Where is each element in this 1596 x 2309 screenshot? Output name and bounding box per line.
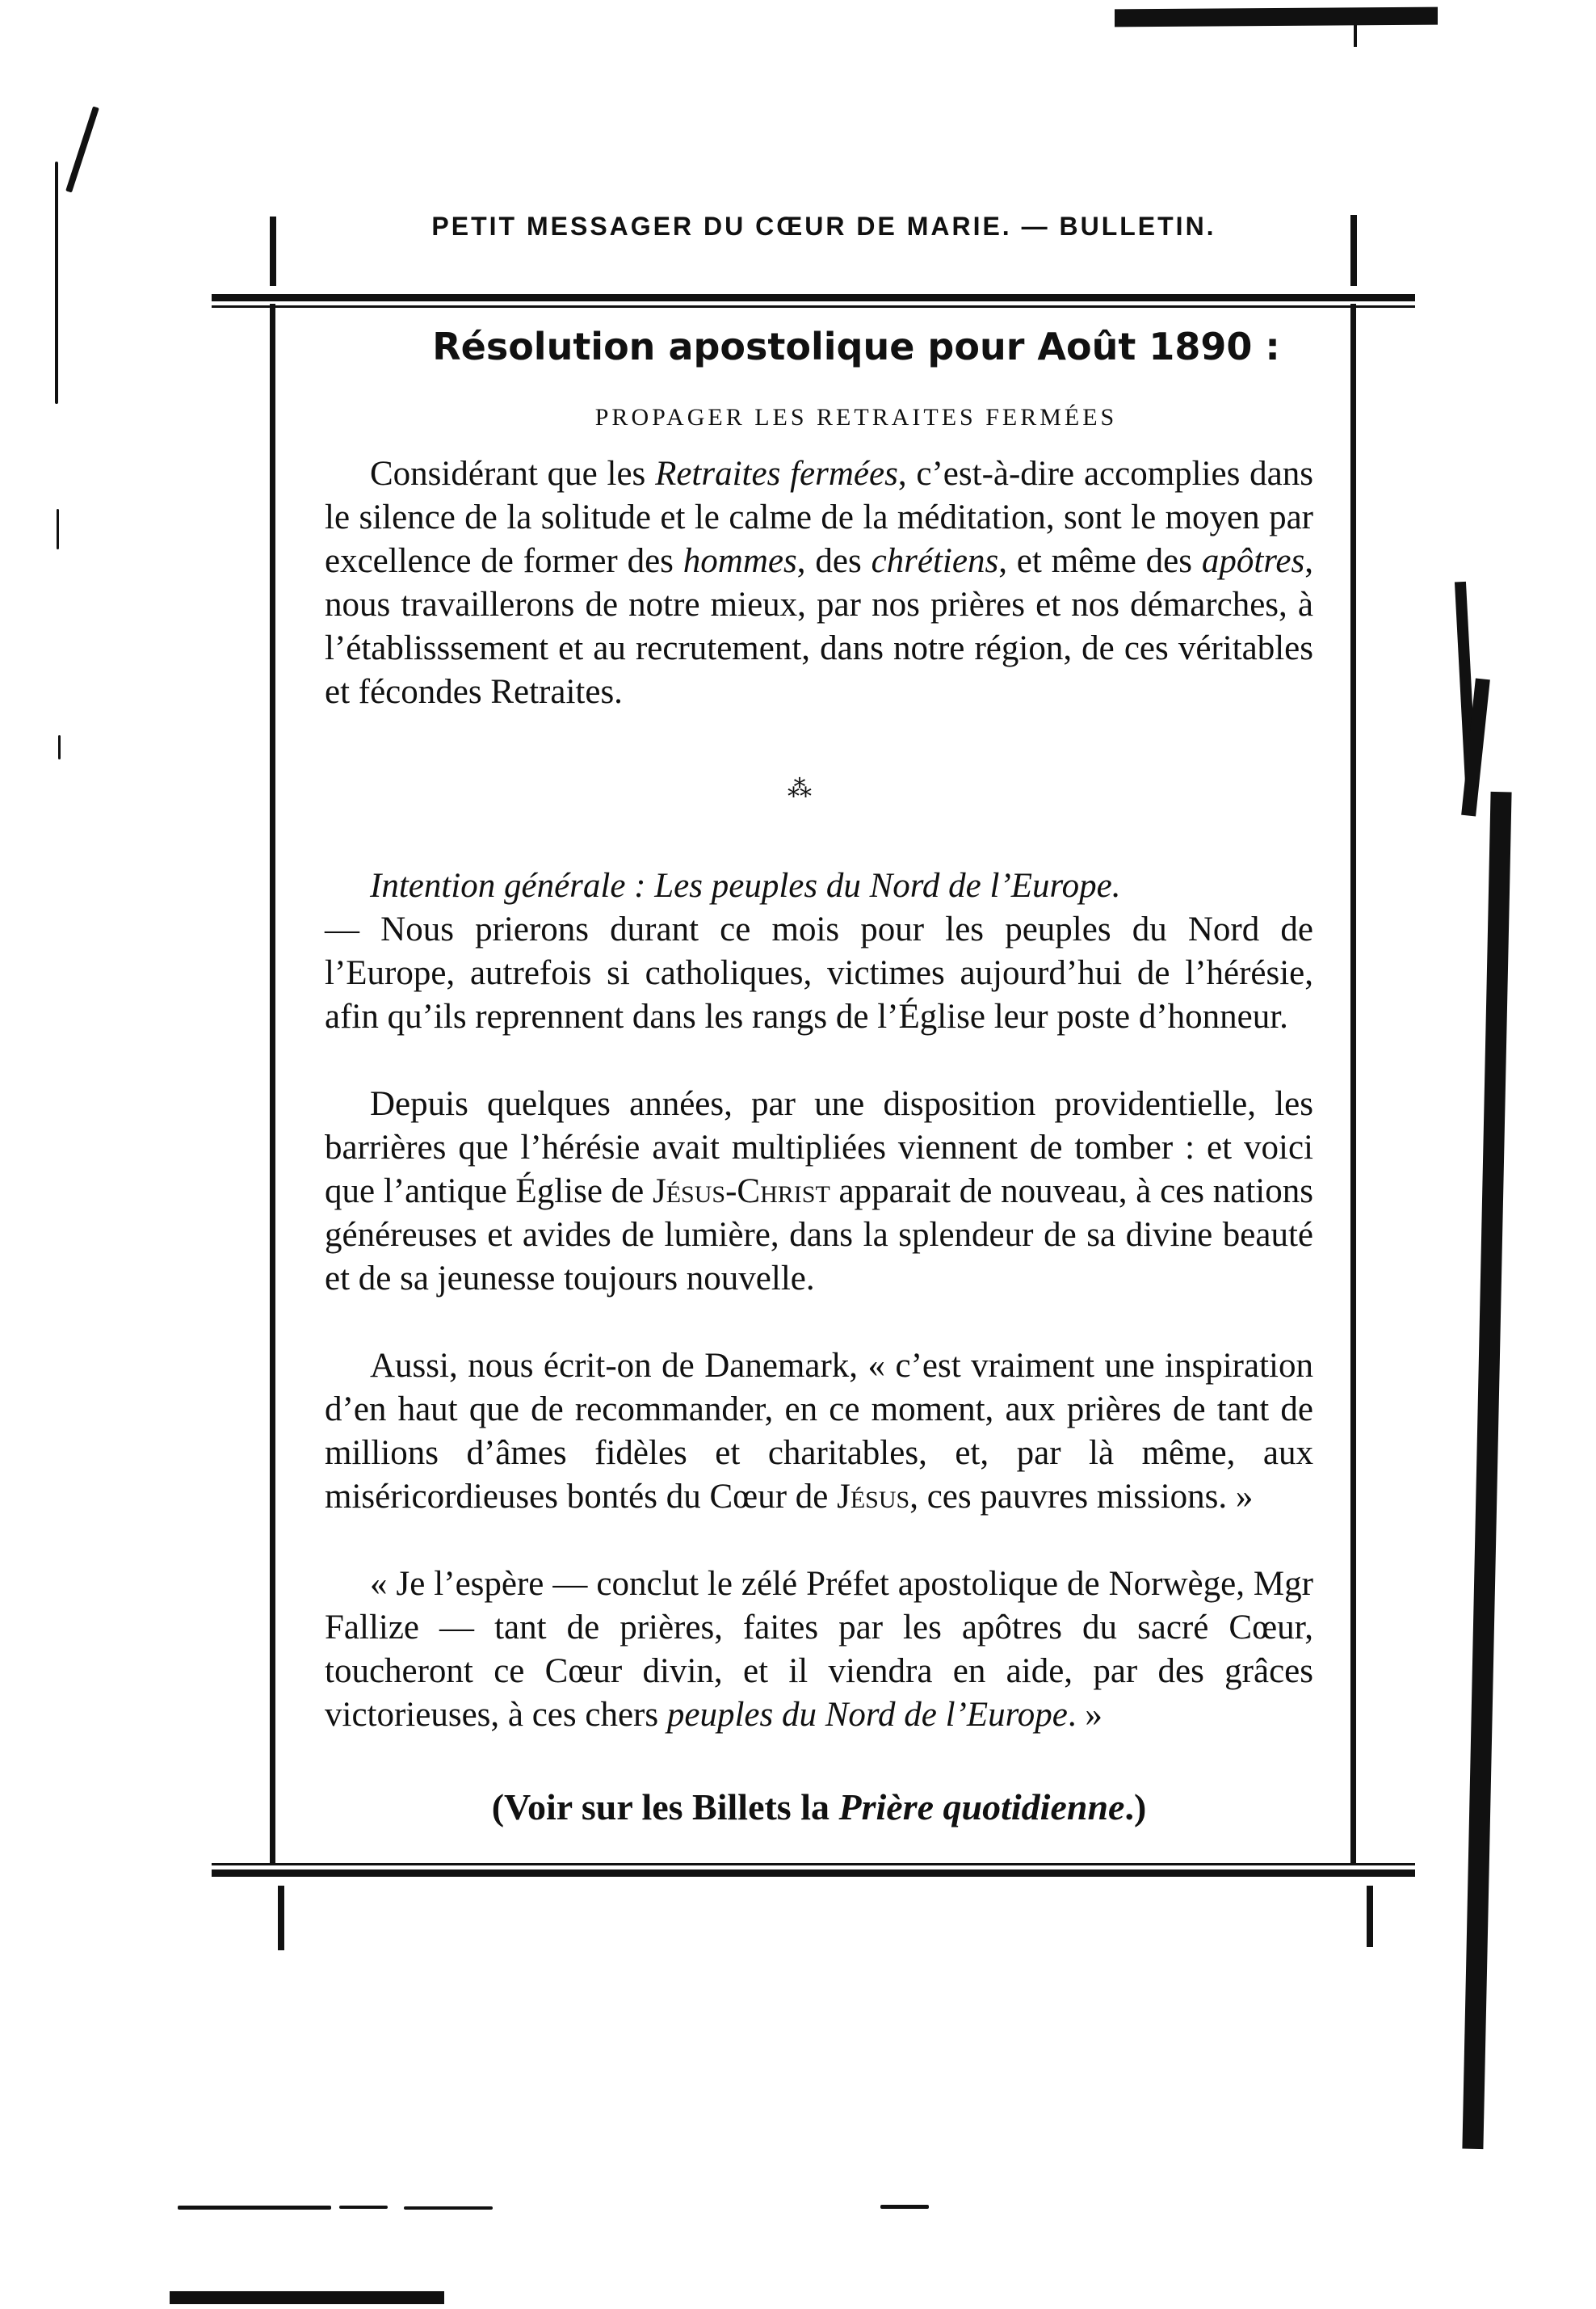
- text-run: , ces pauvres missions. »: [909, 1478, 1254, 1516]
- text-run: Considérant que les: [370, 455, 656, 493]
- bottom-scan-mark: [880, 2205, 929, 2209]
- text-run-italic: hommes: [682, 542, 797, 580]
- bottom-scan-mark: [404, 2206, 493, 2210]
- paragraph-resolution: [325, 452, 1313, 714]
- left-margin-mark: [58, 735, 61, 759]
- text-run: « Je l’espère — conclut le zélé Préfet apostolique de Norwège, Mgr Fallize — tant de prières, faites par les apôtres du sacré Cœur, toucheront ce Cœur divin, et il viendra en aide, par des grâces victorieuses, à ces chers: [325, 1565, 1313, 1734]
- text-run: — Nous prierons durant ce mois pour les peuples du Nord de l’Europe, autrefois si catholiques, victimes aujourd’hui de l’hérésie, afin qu’ils reprennent dans les rangs de l’Église leur poste d’honneur.: [325, 911, 1313, 1036]
- left-margin-mark: [65, 106, 99, 192]
- text-run: Depuis quelques années, par une disposition providentielle, les barrières que l’hérésie avait multipliées viennent de tomber : et voici que l’antique Église de: [325, 1085, 1313, 1210]
- running-head: PETIT MESSAGER DU CŒUR DE MARIE. — BULLETIN.: [431, 212, 1216, 241]
- footer-rule: [212, 1869, 1415, 1877]
- text-run-italic: apôtres: [1201, 542, 1305, 580]
- text-run: Aussi, nous écrit-on de Danemark, « c’est vraiment une inspiration d’en haut que de recommander, en ce moment, aux prières de tant de millions d’âmes fidèles et charitables, et, par là même, aux miséricordieuses bontés du Cœur de: [325, 1347, 1313, 1516]
- text-run: , et même des: [998, 542, 1202, 580]
- bottom-edge-bar: [170, 2291, 444, 2304]
- bottom-scan-mark: [339, 2206, 388, 2209]
- text-run-italic: Prière quotidienne: [838, 1786, 1125, 1827]
- text-run: apparait de nouveau, à ces nations généreuses et avides de lumière, dans la splendeur de sa divine beauté et de sa jeunesse toujours nouvelle.: [325, 1172, 1313, 1297]
- left-margin-mark: [55, 162, 58, 404]
- right-margin-bar: [1462, 792, 1511, 2149]
- frame-right-line: [1350, 304, 1356, 1863]
- text-run-smallcaps: Jésus-Christ: [653, 1172, 830, 1210]
- left-margin-mark: [57, 509, 59, 549]
- header-rule-thin: [212, 305, 1415, 308]
- text-run-italic: peuples du Nord de l’Europe: [666, 1696, 1068, 1734]
- frame-left-line: [270, 304, 275, 1863]
- footer-rule-thin: [212, 1863, 1415, 1865]
- text-run-italic: chrétiens: [871, 542, 999, 580]
- paragraph-norway: [325, 1562, 1313, 1737]
- text-run: (Voir sur les Billets la: [491, 1786, 839, 1827]
- top-edge-bar-tick: [1354, 24, 1357, 47]
- intention-label: Intention générale : Les peuples du Nord de l’Europe.: [370, 867, 1121, 905]
- text-run: , nous travaillerons de notre mieux, par nos prières et nos démarches, à l’établisssement et au recrutement, dans notre région, de ces véritables et fécondes Retraites.: [325, 542, 1313, 711]
- paragraph-intention-body: [325, 908, 1313, 1039]
- text-run: .): [1124, 1786, 1147, 1827]
- article-subtitle: PROPAGER LES RETRAITES FERMÉES: [594, 404, 1118, 431]
- paragraph-intention: [325, 864, 1313, 908]
- frame-left-tick-bottom: [278, 1886, 284, 1950]
- top-edge-bar: [1115, 7, 1438, 27]
- text-run: . »: [1067, 1696, 1102, 1734]
- article-title: Résolution apostolique pour Août 1890 :: [432, 325, 1280, 368]
- paragraph-barriers: [325, 1083, 1313, 1301]
- text-run-smallcaps: Jésus: [837, 1478, 910, 1516]
- section-divider-stars: ⁂: [788, 776, 812, 802]
- text-run-italic: Retraites fermées: [655, 455, 898, 493]
- text-run: , des: [796, 542, 872, 580]
- billets-note: [325, 1785, 1313, 1828]
- bottom-scan-mark: [178, 2206, 331, 2210]
- text-run: , c’est-à-dire accomplies dans le silence de la solitude et le calme de la méditation, sont le moyen par excellence de former des: [325, 455, 1313, 580]
- frame-right-tick-bottom: [1367, 1886, 1373, 1947]
- header-rule: [212, 294, 1415, 301]
- paragraph-denmark: [325, 1344, 1313, 1519]
